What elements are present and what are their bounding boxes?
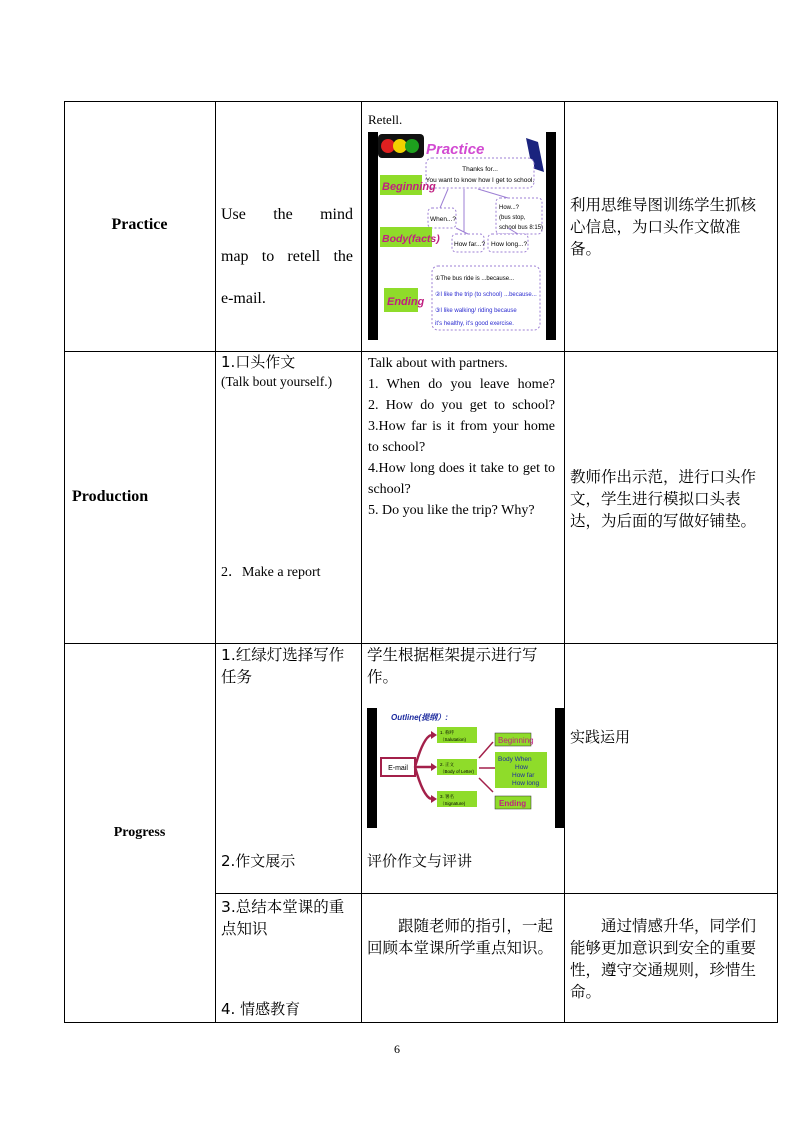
progress-purpose: 实践运用 bbox=[570, 728, 631, 746]
progress-activity-4: 4. 情感教育 bbox=[221, 1000, 301, 1018]
practice-purpose: 利用思维导图训练学生抓核心信息，为口头作文做准备。 bbox=[570, 196, 757, 258]
row-divider-3 bbox=[215, 893, 778, 894]
stage-production: Production bbox=[72, 488, 149, 505]
outline-item2-1: 2. 正文 bbox=[440, 762, 455, 767]
row-divider-1 bbox=[64, 351, 778, 352]
bubble-when: When...? bbox=[430, 216, 457, 223]
outline-title: Outline(提纲）: bbox=[391, 713, 448, 722]
activity-line: e-mail. bbox=[221, 290, 266, 307]
question-item: 1. When do you leave home? bbox=[368, 377, 555, 392]
production-activity-1: 1.口头作文 bbox=[221, 353, 296, 371]
bubble-top-1: Thanks for... bbox=[462, 166, 498, 173]
production-activity-2: 2．Make a report bbox=[221, 565, 321, 580]
stage-practice: Practice bbox=[111, 216, 168, 233]
stage-progress: Progress bbox=[113, 825, 166, 840]
col-divider-3 bbox=[564, 101, 565, 1023]
production-activity-1-sub: (Talk bout yourself.) bbox=[221, 374, 333, 389]
retell-label: Retell. bbox=[368, 112, 403, 127]
ending-line-1: ①The bus ride is ...because... bbox=[435, 276, 515, 282]
question-item: 3.How far is it from your home to school? bbox=[368, 419, 555, 455]
page-number: 6 bbox=[394, 1042, 400, 1056]
ending-line-2: ②I like the trip (to school) ...because... bbox=[435, 292, 537, 298]
question-item: 2. How do you get to school? bbox=[368, 398, 555, 413]
ending-line-4: it's healthy, it's good exercise. bbox=[435, 321, 514, 327]
bubble-how-2: (bus stop, bbox=[499, 215, 526, 221]
outline-body-3: How far bbox=[512, 772, 535, 779]
practice-mindmap bbox=[368, 132, 556, 340]
activity-line: Use the mind bbox=[221, 206, 353, 223]
outline-item3-2: （Signature) bbox=[440, 801, 466, 806]
progress-student-1: 学生根据框架提示进行写作。 bbox=[367, 646, 538, 686]
mindmap-body: Body(facts) bbox=[382, 233, 440, 245]
bubble-how-1: How...? bbox=[499, 205, 520, 211]
bubble-how-3: school bus 8:15) bbox=[499, 225, 544, 231]
outline-body-2: How bbox=[515, 764, 529, 771]
mindmap-title: Practice bbox=[426, 141, 485, 158]
outline-item2-2: （Body of Letter) bbox=[440, 769, 475, 774]
production-student-activity bbox=[368, 353, 555, 521]
ending-line-3: ③I like walking/ riding because bbox=[435, 308, 517, 314]
outline-item1-2: （Salutation) bbox=[440, 737, 467, 742]
outline-beginning: Beginning bbox=[498, 736, 534, 745]
outline-diagram bbox=[367, 708, 565, 828]
table-border-bottom bbox=[64, 1022, 778, 1023]
table-border-right bbox=[777, 101, 778, 1023]
col-divider-2 bbox=[361, 101, 362, 1023]
talk-title: Talk about with partners. bbox=[368, 356, 508, 371]
question-item: 4.How long does it take to get to school? bbox=[368, 461, 555, 497]
outline-ending: Ending bbox=[499, 799, 527, 808]
bubble-top-2: You want to know how I get to school. bbox=[425, 177, 535, 184]
progress-student-3: 跟随老师的指引，一起回顾本堂课所学重点知识。 bbox=[367, 917, 554, 957]
outline-body-1: Body When bbox=[498, 756, 532, 763]
activity-line: map to retell the bbox=[221, 248, 353, 265]
table-border-left bbox=[64, 101, 65, 1023]
table-border-top bbox=[64, 101, 778, 102]
mindmap-ending: Ending bbox=[387, 296, 425, 308]
bubble-long: How long...? bbox=[491, 241, 528, 248]
practice-activity bbox=[221, 194, 353, 320]
progress-activity-1: 1.红绿灯选择写作任务 bbox=[221, 646, 345, 686]
outline-email: E-mail bbox=[388, 765, 408, 772]
progress-student-2: 评价作文与评讲 bbox=[367, 852, 473, 870]
outline-body-4: How long bbox=[512, 780, 540, 787]
question-item: 5. Do you like the trip? Why? bbox=[368, 503, 535, 518]
bubble-far: How far...? bbox=[454, 241, 486, 248]
outline-item3-1: 3. 署名 bbox=[440, 794, 455, 799]
progress-activity-2: 2.作文展示 bbox=[221, 852, 296, 870]
production-purpose: 教师作出示范，进行口头作文，学生进行模拟口头表达，为后面的写做好铺垫。 bbox=[570, 468, 757, 530]
progress-activity-3: 3.总结本堂课的重点知识 bbox=[221, 898, 345, 938]
progress-purpose-3: 通过情感升华，同学们能够更加意识到安全的重要性，遵守交通规则，珍惜生命。 bbox=[570, 917, 757, 1001]
mindmap-beginning: Beginning bbox=[382, 181, 436, 193]
outline-item1-1: 1. 称呼 bbox=[440, 730, 455, 735]
col-divider-1 bbox=[215, 101, 216, 1023]
